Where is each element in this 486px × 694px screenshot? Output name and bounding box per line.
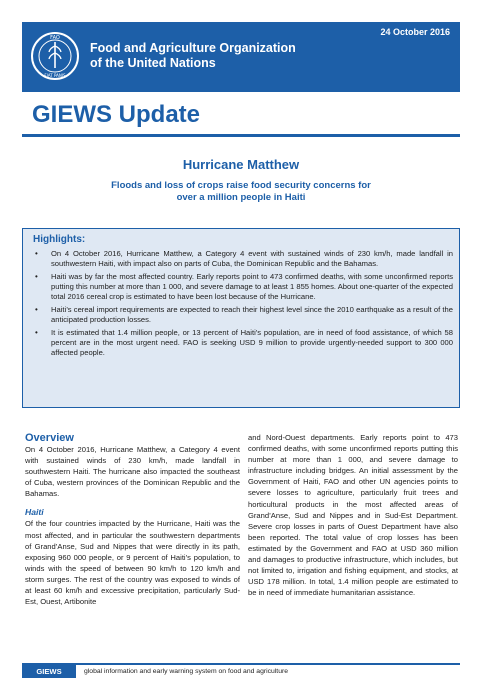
footer-divider bbox=[22, 663, 460, 665]
header-banner bbox=[22, 22, 460, 92]
logo-text: FAO bbox=[50, 35, 60, 41]
right-column bbox=[248, 432, 458, 598]
footer-text: global information and early warning system on food and agriculture bbox=[84, 668, 289, 675]
overview-heading: Overview bbox=[25, 432, 74, 444]
highlight-item bbox=[35, 305, 453, 325]
bullet-icon: • bbox=[35, 328, 38, 337]
highlight-item bbox=[35, 272, 453, 302]
subtitle-line-2: over a million people in Haiti bbox=[176, 192, 306, 203]
fao-logo-icon bbox=[30, 31, 80, 81]
document-subtitle bbox=[70, 180, 412, 204]
highlights-box bbox=[22, 228, 460, 408]
highlight-text: It is estimated that 1.4 million people, or 13 percent of Haiti’s population, are in need of food assistance, of which 58 percent are in the most urgent need. FAO is seeking USD 9 million to provide urgently-needed support to 300 000 affected people. bbox=[51, 328, 453, 357]
highlights-heading: Highlights: bbox=[33, 234, 86, 245]
highlight-text: Haiti was by far the most affected country. Early reports point to 473 confirmed deaths, with some unconfirmed reports putting this number at more than 1 000, and severe damage to at least 1 855 homes. About one-quarter of the expected total 2016 cereal crop is estimated to have been lost because of the Hurricane. bbox=[51, 272, 453, 301]
logo-motto: FIAT PANIS bbox=[44, 73, 66, 78]
title-divider bbox=[22, 134, 460, 137]
highlight-text: Haiti’s cereal import requirements are expected to reach their highest level since the 2010 earthquake as a result of the anticipated production losses. bbox=[51, 305, 453, 324]
org-line-1: Food and Agriculture Organization bbox=[90, 41, 296, 55]
document-title: Hurricane Matthew bbox=[182, 157, 300, 172]
footer-badge: GIEWS bbox=[22, 665, 76, 678]
publication-date: 24 October 2016 bbox=[380, 27, 450, 37]
highlight-text: On 4 October 2016, Hurricane Matthew, a Category 4 event with sustained winds of 230 km/h, made landfall in southwestern Haiti, with impact also on parts of Cuba, the Dominican Republic and the Bahamas. bbox=[51, 249, 453, 268]
subtitle-line-1: Floods and loss of crops raise food security concerns for bbox=[111, 180, 371, 191]
haiti-heading: Haiti bbox=[25, 507, 44, 518]
bullet-icon: • bbox=[35, 249, 38, 258]
bullet-icon: • bbox=[35, 272, 38, 281]
left-column bbox=[25, 432, 240, 607]
series-title: GIEWS Update bbox=[32, 101, 201, 128]
highlights-list bbox=[35, 249, 453, 361]
bullet-icon: • bbox=[35, 305, 38, 314]
overview-paragraph: On 4 October 2016, Hurricane Matthew, a Category 4 event with sustained winds of 230 km/h, made landfall in southwestern Haiti. The hurricane also impacted the southeast of Cuba, western provinces of the Dominican Republic and the Bahamas. bbox=[25, 445, 240, 499]
haiti-paragraph: Of the four countries impacted by the Hurricane, Haiti was the most affected, and in particular the southwestern departments of Grand’Anse, Sud and Nippes that were directly in its path, exposing 960 000 people, or 9 percent of Haiti’s population, to winds with the speed of between 90 km/h to 120 km/h and storm surges. The rest of the country was exposed to winds of at least 60 km/h and excessive precipitation, particularly Sud-Est, Ouest, Artibonite bbox=[25, 519, 240, 607]
highlight-item bbox=[35, 249, 453, 269]
highlight-item bbox=[35, 328, 453, 358]
haiti-paragraph-continued: and Nord-Ouest departments. Early reports point to 473 confirmed deaths, with some unconfirmed reports putting this number at more than 1 000, and severe damage to infrastructure including bridges. An initial assessment by the Government of Haiti, FAO and other UN agencies points to severe losses to agriculture, particularly fruit trees and horticultural products in the most affected areas of Grand’Anse, Sud and Nippes and in Sud-Est Department. Severe crop losses in parts of Ouest Department have also been reported. The total value of crop losses has been estimated by the Government and FAO at USD 360 million and damages to productive infrastructure, which includes, but not limited to, irrigation and fishing equipment, and stocks, at USD 178 million. In total, 1.4 million people are estimated to be in need of immediate humanitarian assistance. bbox=[248, 433, 458, 598]
org-line-2: of the United Nations bbox=[90, 56, 216, 70]
organization-name bbox=[90, 41, 296, 71]
